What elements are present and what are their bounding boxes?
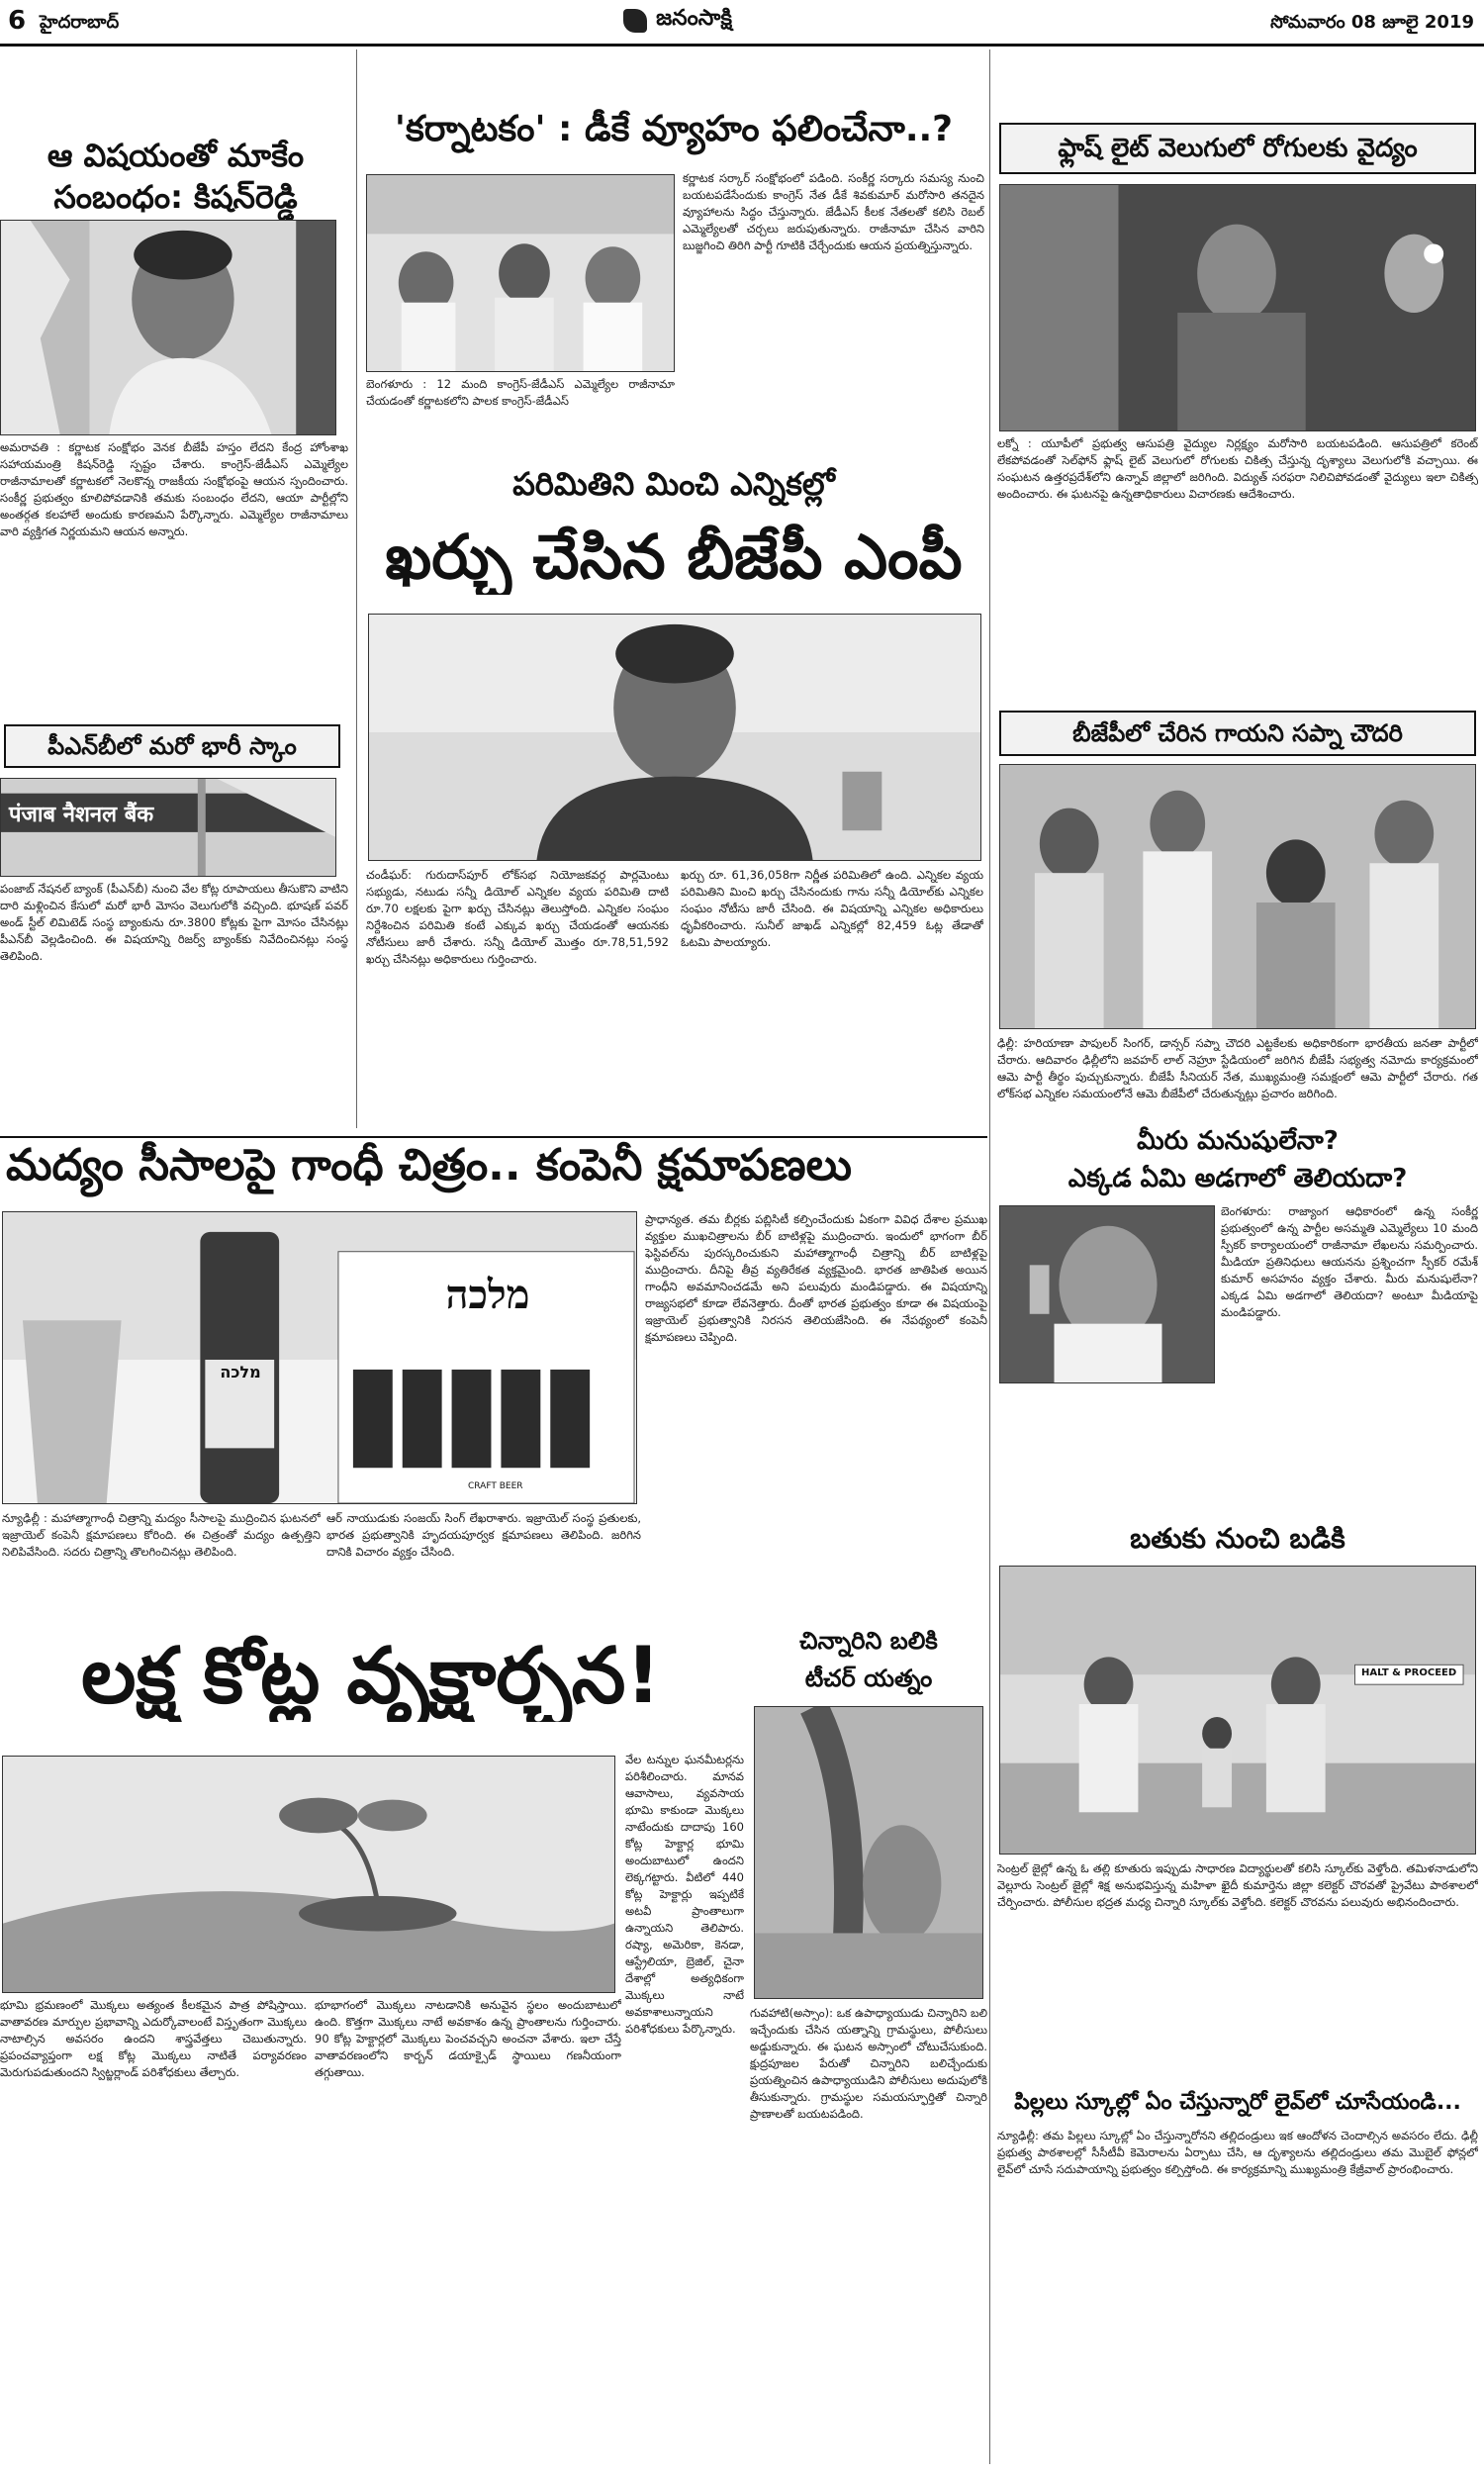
- teacher-headline-line1: చిన్నారిని బలికి: [799, 1627, 938, 1655]
- liquor-headline: మద్యం సీసాలపై గాంధీ చిత్రం.. కంపెనీ క్షమాపణలు: [6, 1140, 852, 1190]
- sunny-kicker: పరిమితిని మించి ఎన్నికల్లో: [512, 465, 835, 503]
- flashlight-photo: [999, 184, 1476, 431]
- sapna-headline: బీజేపీలో చేరిన గాయని సప్నా చౌదరి: [999, 711, 1476, 756]
- page-number: 6: [8, 6, 27, 36]
- speaker-headline-line1: మీరు మనుషులేనా?: [1137, 1126, 1339, 1156]
- column-rule: [356, 49, 357, 1128]
- liquor-body-mid: ఆర్‌ నాయుడుకు సంజయ్‌ సింగ్‌ లేఖరాశారు. ఇజ్రాయెల్‌ సంస్థ ప్రతులకు, భారత ప్రభుత్వానికి హృదయపూర్వక క్షమాపణలు తెలిపింది. జరిగిన దానికి విచారం వ్యక్తం చేసింది.: [326, 1511, 641, 1559]
- sapna-photo: [999, 764, 1476, 1029]
- trees-body-right: వేల టన్నుల ఘనమీటర్లను పరిశీలించారు. మానవ ఆవాసాలు, వ్యవసాయ భూమి కాకుండా మొక్కలు నాటేందుకు దాదాపు 160 కోట్ల హెక్టార్ల భూమి అందుబాటులో ఉందని లెక్కగట్టారు. వీటిలో 440 కోట్ల హెక్టార్లు ఇప్పటికే అటవీ ప్రాంతాలుగా ఉన్నాయని తెలిపారు. రష్యా, అమెరికా, కెనడా, ఆస్ట్రేలియా, బ్రెజిల్‌, చైనా దేశాల్లో అత్యధికంగా మొక్కలు నాటే అవకాశాలున్నాయని పరిశోధకులు పేర్కొన్నారు.: [625, 1753, 744, 2036]
- sunny-deol-photo: [368, 614, 981, 861]
- school-photo: [999, 1566, 1476, 1855]
- pnb-sign-text: पंजाब नैशनल बैंक: [9, 803, 154, 827]
- live-body: న్యూఢిల్లీ: తమ పిల్లలు స్కూల్లో ఏం చేస్తున్నారోనని తల్లిదండ్రులు ఇక ఆందోళన చెందాల్సిన అవసరం లేదు. ఢిల్లీ ప్రభుత్వ పాఠశాలల్లో సీసీటీవీ కెమెరాలను ఏర్పాటు చేసి, ఆ దృశ్యాలను తల్లిదండ్రులు తమ మొబైల్‌ ఫోన్లలో లైవ్‌లో చూసే సదుపాయాన్ని ప్రభుత్వం కల్పిస్తోంది. ఈ కార్యక్రమాన్ని ముఖ్యమంత్రి కేజ్రీవాల్‌ ప్రారంభించారు.: [997, 2129, 1478, 2176]
- live-headline: పిల్లలు స్కూల్లో ఏం చేస్తున్నారో లైవ్‌లో చూసేయండి...: [1014, 2090, 1461, 2115]
- kishan-headline-line2: సంబంధం: కిషన్‌రెడ్డి: [53, 178, 298, 216]
- trees-body-mid: భూభాగంలో మొక్కలు నాటడానికి అనువైన స్థలం అందుబాటులో ఉంది. కొత్తగా మొక్కలు నాటే అవకాశం ఉన్న ప్రాంతాలను గుర్తించారు. 90 కోట్ల హెక్టార్లలో మొక్కలు పెంచవచ్చని అంచనా వేశారు. ఇలా చేస్తే వాతావరణంలోని కార్బన్‌ డయాక్సైడ్‌ స్థాయిలు గణనీయంగా తగ్గుతాయి.: [315, 1998, 621, 2079]
- logo-icon: [623, 9, 647, 33]
- speaker-body: బెంగళూరు: రాజ్యాంగ ఆధికారంలో ఉన్న సంకీర్ణ ప్రభుత్వంలో ఉన్న పార్టీల అసమ్మతి ఎమ్మెల్యేలు 10 మంది స్పీకర్‌ కార్యాలయంలో రాజీనామా లేఖలను సమర్పించారు. మీడియా ప్రతినిధులు ఆయనను ప్రశ్నించగా స్పీకర్‌ రమేశ్‌ కుమార్‌ అసహనం వ్యక్తం చేశారు. మీరు మనుషులేనా? ఎక్కడ ఏమి అడగాలో తెలియదా? అంటూ మీడియాపై మండిపడ్డారు.: [1221, 1204, 1478, 1319]
- issue-date: సోమవారం 08 జూలై 2019: [1270, 12, 1474, 33]
- karnataka-photo-caption: బెంగళూరు : 12 మంది కాంగ్రెస్‌-జేడీఎస్‌ ఎమ్మెల్యేల రాజీనామా చేయడంతో కర్ణాటకలోని పాలక కాంగ్రెస్‌-జేడీఎస్‌: [366, 377, 675, 408]
- sapna-body: ఢిల్లీ: హరియాణా పాపులర్‌ సింగర్‌, డాన్సర్‌ సప్నా చౌదరి ఎట్టకేలకు అధికారికంగా భారతీయ జనతా పార్టీలో చేరారు. ఆదివారం ఢిల్లీలోని జవహర్‌ లాల్‌ నెహ్రూ స్టేడియంలో జరిగిన బీజేపీ సభ్యత్వ నమోదు కార్యక్రమంలో ఆమె పార్టీ తీర్థం పుచ్చుకున్నారు. బీజేపీ సీనియర్‌ నేత, ముఖ్యమంత్రి సమక్షంలో ఆమె పార్టీలో చేరారు. గత లోక్‌సభ ఎన్నికల సమయంలోనే ఆమె బీజేపీలో చేరుతున్నట్లు ప్రచారం జరిగింది.: [997, 1036, 1478, 1100]
- section-rule: [0, 1136, 987, 1138]
- kishan-reddy-photo: [0, 220, 336, 435]
- edition-label: హైదరాబాద్: [40, 12, 120, 33]
- paper-logo: [623, 6, 841, 40]
- karnataka-photo: [366, 174, 675, 372]
- pnb-photo: [0, 778, 336, 877]
- paper-name: జనంసాక్షి: [656, 6, 732, 31]
- karnataka-body: కర్ణాటక సర్కార్‌ సంక్షోభంలో పడింది. సంకీర్ణ సర్కారు సమస్య నుంచి బయటపడేసేందుకు కాంగ్రెస్‌ నేత డీకే శివకుమార్‌ మరోసారి తనదైన వ్యూహాలను సిద్ధం చేస్తున్నారు. జేడీఎస్‌ కీలక నేతలతో కలిసి రెబల్‌ ఎమ్మెల్యేలతో చర్చలు జరుపుతున్నారు. రాజీనామా చేసిన వారిని బుజ్జగించి తిరిగి పార్టీ గూటికి చేర్చేందుకు ఆయన ప్రయత్నిస్తున్నారు.: [683, 171, 984, 252]
- speaker-headline-line2: ఎక్కడ ఏమి అడగాలో తెలియదా?: [1067, 1164, 1408, 1193]
- flashlight-body: లక్నో : యూపీలో ప్రభుత్వ ఆసుపత్రి వైద్యుల నిర్లక్ష్యం మరోసారి బయటపడింది. ఆసుపత్రిలో కరెంట్‌ లేకపోవడంతో సెల్‌ఫోన్‌ ఫ్లాష్‌ లైట్‌ వెలుగులో రోగులకు చికిత్స చేస్తున్న దృశ్యాలు వెలుగులోకి వచ్చాయి. ఈ సంఘటన ఉత్తరప్రదేశ్‌లోని ఉన్నావ్‌ జిల్లాలో జరిగింది. విద్యుత్‌ సరఫరా నిలిచిపోవడంతో వైద్యులు ఇలా చికిత్స అందించారు. ఈ ఘటనపై ఉన్నతాధికారులు విచారణకు ఆదేశించారు.: [997, 436, 1478, 501]
- liquor-bottle-label: מלכה: [220, 1363, 261, 1381]
- trees-headline: లక్ష కోట్ల వృక్షార్చన!: [81, 1632, 661, 1721]
- school-body: సెంట్రల్‌ జైల్లో ఉన్న ఓ తల్లి కూతురు ఇప్పుడు సాధారణ విద్యార్థులతో కలిసి స్కూల్‌కు వెళ్తోంది. తమిళనాడులోని వెల్లూరు సెంట్రల్‌ జైల్లో శిక్ష అనుభవిస్తున్న మహిళా ఖైదీ కుమార్తెను జిల్లా కలెక్టర్‌ చొరవతో ప్రైవేటు పాఠశాలలో చేర్పించారు. పోలీసుల భద్రత మధ్య చిన్నారి స్కూల్‌కు వెళ్తోంది. కలెక్టర్‌ చొరవను పలువురు అభినందించారు.: [997, 1861, 1478, 1909]
- seedling-photo: [2, 1756, 615, 1993]
- trees-body-left: భూమి భ్రమణంలో మొక్కలు అత్యంత కీలకమైన పాత్ర పోషిస్తాయి. వాతావరణ మార్పుల ప్రభావాన్ని ఎదుర్కోవాలంటే విస్తృతంగా మొక్కలు నాటాల్సిన అవసరం ఉందని శాస్త్రవేత్తలు చెబుతున్నారు. ప్రపంచవ్యాప్తంగా లక్ష కోట్ల మొక్కలు నాటితే పర్యావరణం మెరుగుపడుతుందని స్విట్జర్లాండ్‌ పరిశోధకులు తేల్చారు.: [0, 1998, 307, 2079]
- sunny-headline: ఖర్చు చేసిన బీజేపీ ఎంపీ: [385, 521, 963, 593]
- karnataka-headline: 'కర్నాటకం' : డీకే వ్యూహం ఫలించేనా..?: [394, 109, 954, 149]
- speaker-photo: [999, 1205, 1215, 1383]
- teacher-headline-line2: టీచర్‌ యత్నం: [804, 1665, 933, 1692]
- sunny-body-left: చండీఘర్‌: గురుదాస్‌పూర్‌ లోక్‌సభ నియోజకవర్గ పార్లమెంటు సభ్యుడు, నటుడు సన్నీ డియోల్‌ ఎన్నికల వ్యయ పరిమితి దాటి రూ.70 లక్షలకు పైగా ఖర్చు చేసినట్లు తెలుస్తోంది. ఎన్నికల సంఘం నిర్దేశించిన పరిమితి కంటే ఎక్కువ ఖర్చు చేయడంతో ఆయనకు నోటీసులు జారీ చేశారు. సన్నీ డియోల్‌ మొత్తం రూ.78,51,592 ఖర్చు చేసినట్లు అధికారులు గుర్తించారు.: [366, 868, 669, 966]
- teacher-body: గువహాటి(అస్సాం): ఒక ఉపాధ్యాయుడు చిన్నారిని బలి ఇచ్చేందుకు చేసిన యత్నాన్ని గ్రామస్థులు, పోలీసులు అడ్డుకున్నారు. ఈ ఘటన అస్సాంలో చోటుచేసుకుంది. క్షుద్రపూజల పేరుతో చిన్నారిని బలిచ్చేందుకు ప్రయత్నించిన ఉపాధ్యాయుడిని పోలీసులు అదుపులోకి తీసుకున్నారు. గ్రామస్థుల సమయస్ఫూర్తితో చిన్నారి ప్రాణాలతో బయటపడింది.: [750, 2006, 987, 2121]
- flashlight-headline: ఫ్లాష్‌ లైట్‌ వెలుగులో రోగులకు వైద్యం: [999, 123, 1476, 174]
- liquor-box-label: מלכה: [445, 1272, 530, 1318]
- kishan-body: అమరావతి : కర్ణాటక సంక్షోభం వెనక బీజేపీ హస్తం లేదని కేంద్ర హోంశాఖ సహాయమంత్రి కిషన్‌రెడ్డి స్పష్టం చేశారు. కాంగ్రెస్‌-జేడీఎస్‌ ఎమ్మెల్యేల రాజీనామాలతో కర్ణాటకలో నెలకొన్న రాజకీయ సంక్షోభంపై ఆయన స్పందించారు. సంకీర్ణ ప్రభుత్వం కూలిపోవడానికి తమకు సంబంధం లేదని, ఆయా పార్టీల్లోని అంతర్గత కలహాలే అందుకు కారణమని పేర్కొన్నారు. ఎమ్మెల్యేల రాజీనామాలు వారి వ్యక్తిగత నిర్ణయమని ఆయన అన్నారు.: [0, 440, 348, 538]
- school-headline: బతుకు నుంచి బడికి: [1130, 1522, 1345, 1555]
- liquor-photo: [2, 1211, 637, 1504]
- teacher-photo: [754, 1706, 983, 1999]
- masthead-rule: [0, 44, 1484, 47]
- school-sign-text: HALT & PROCEED: [1361, 1667, 1457, 1678]
- kishan-headline-line1: ఆ విషయంతో మాకేం: [46, 137, 305, 174]
- liquor-body-right: ప్రాధాన్యత. తమ బీర్లకు పబ్లిసిటీ కల్పించేందుకు ఏకంగా వివిధ దేశాల ప్రముఖ వ్యక్తుల ముఖచిత్రాలను బీర్‌ బాటిళ్లపై ముద్రించారు. ఇందులో భాగంగా బీర్‌ ఫెస్టివల్‌ను పురస్కరించుకుని మహాత్మాగాంధీ చిత్రాన్ని బీర్‌ బాటిళ్లపై ముద్రించారు. దీనిపై తీవ్ర వ్యతిరేకత వ్యక్తమైంది. భారత జాతిపిత అయిన గాంధీని అవమానించడమే అని పలువురు మండిపడ్డారు. ఈ విషయాన్ని రాజ్యసభలో కూడా లేవనెత్తారు. దీంతో భారత ప్రభుత్వం కూడా ఈ విషయంపై ఇజ్రాయెల్‌ ప్రభుత్వానికి నిరసన తెలియజేసింది. ఈ నేపథ్యంలో కంపెనీ క్షమాపణలు చెప్పింది.: [645, 1212, 987, 1344]
- column-rule: [989, 49, 990, 2464]
- liquor-caption: న్యూఢిల్లీ : మహాత్మాగాంధీ చిత్రాన్ని మద్యం సీసాలపై ముద్రించిన ఘటనలో ఇజ్రాయెల్‌ కంపెనీ క్షమాపణలు కోరింది. ఈ చిత్రంతో మద్యం ఉత్పత్తిని నిలిపివేసింది. సదరు చిత్రాన్ని తొలగించినట్లు తెలిపింది.: [2, 1511, 321, 1559]
- pnb-headline: పీఎన్‌బీలో మరో భారీ స్కాం: [4, 724, 340, 768]
- liquor-box-small-text: CRAFT BEER: [468, 1481, 523, 1491]
- pnb-body: పంజాబ్‌ నేషనల్‌ బ్యాంక్‌ (పీఎన్‌బీ) నుంచి వేల కోట్ల రూపాయలు తీసుకొని వాటిని దారి మళ్లించిన కేసులో మరో భారీ మోసం వెలుగులోకి వచ్చింది. భూషణ్‌ పవర్‌ అండ్‌ స్టీల్‌ లిమిటెడ్‌ సంస్థ బ్యాంకును రూ.3800 కోట్లకు పైగా మోసం చేసినట్లు పీఎన్‌బీ వెల్లడించింది. ఈ విషయాన్ని రిజర్వ్‌ బ్యాంక్‌కు నివేదించినట్లు సంస్థ తెలిపింది.: [0, 882, 348, 963]
- sunny-body-right: ఖర్చు రూ. 61,36,058గా నిర్ణీత పరిమితిలో ఉంది. ఎన్నికల వ్యయ పరిమితిని మించి ఖర్చు చేసినందుకు గాను సన్నీ డియోల్‌కు ఎన్నికల సంఘం నోటీసు జారీ చేసింది. ఈ విషయాన్ని ఎన్నికల అధికారులు ధృవీకరించారు. సునీల్‌ జాఖడ్‌ ఎన్నికల్లో 82,459 ఓట్ల తేడాతో ఓటమి పాలయ్యారు.: [681, 868, 983, 949]
